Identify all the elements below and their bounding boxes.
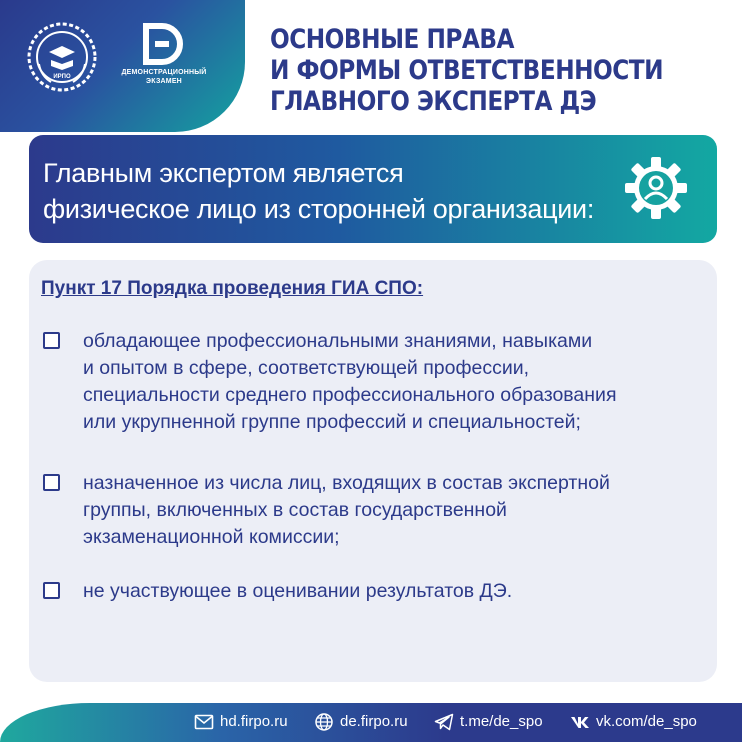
title-line: И ФОРМЫ ОТВЕТСТВЕННОСТИ: [270, 55, 664, 86]
footer: [0, 703, 742, 742]
checkbox-icon: [43, 332, 60, 349]
vk-icon: [570, 713, 590, 731]
irpo-emblem-icon: [27, 22, 97, 92]
page-title: [270, 24, 666, 117]
footer-link-telegram[interactable]: t.me/de_spo: [460, 713, 543, 730]
definition-banner: [29, 135, 717, 243]
card-heading: Пункт 17 Порядка проведения ГИА СПО:: [41, 278, 424, 299]
title-line: ОСНОВНЫЕ ПРАВА: [270, 24, 514, 55]
emblem-caption: ИРПО: [53, 74, 71, 80]
title-line: ГЛАВНОГО ЭКСПЕРТА ДЭ: [270, 86, 597, 117]
banner-text: [43, 155, 594, 227]
checkbox-icon: [43, 474, 60, 491]
checkbox-icon: [43, 582, 60, 599]
footer-link-vk[interactable]: vk.com/de_spo: [596, 713, 697, 730]
de-logo-caption: ДЕМОНСТРАЦИОННЫЙ ЭКЗАМЕН: [121, 69, 207, 85]
footer-link-email[interactable]: hd.firpo.ru: [220, 713, 288, 730]
footer-link-website[interactable]: de.firpo.ru: [340, 713, 408, 730]
logo-block: [0, 0, 245, 132]
list-item-text: назначенное из числа лиц, входящих в состав экспертной группы, включенных в состав государственной экзаменационной комиссии;: [83, 472, 610, 548]
email-icon: [194, 713, 214, 731]
list-item-text: не участвующее в оценивании результатов ДЭ.: [83, 580, 513, 602]
telegram-icon: [434, 713, 454, 731]
list-item-text: обладающее профессиональными знаниями, навыками и опытом в сфере, соответствующей профессии, специальности среднего профессионального образования или укрупненной группе профессий и специальностей;: [83, 330, 617, 433]
content-card: [29, 260, 717, 682]
gear-person-icon: [623, 155, 689, 221]
banner-line: физическое лицо из сторонней организации:: [43, 194, 595, 224]
de-logo-icon: [142, 22, 186, 66]
banner-line: Главным экспертом является: [43, 158, 404, 188]
globe-icon: [314, 713, 334, 731]
